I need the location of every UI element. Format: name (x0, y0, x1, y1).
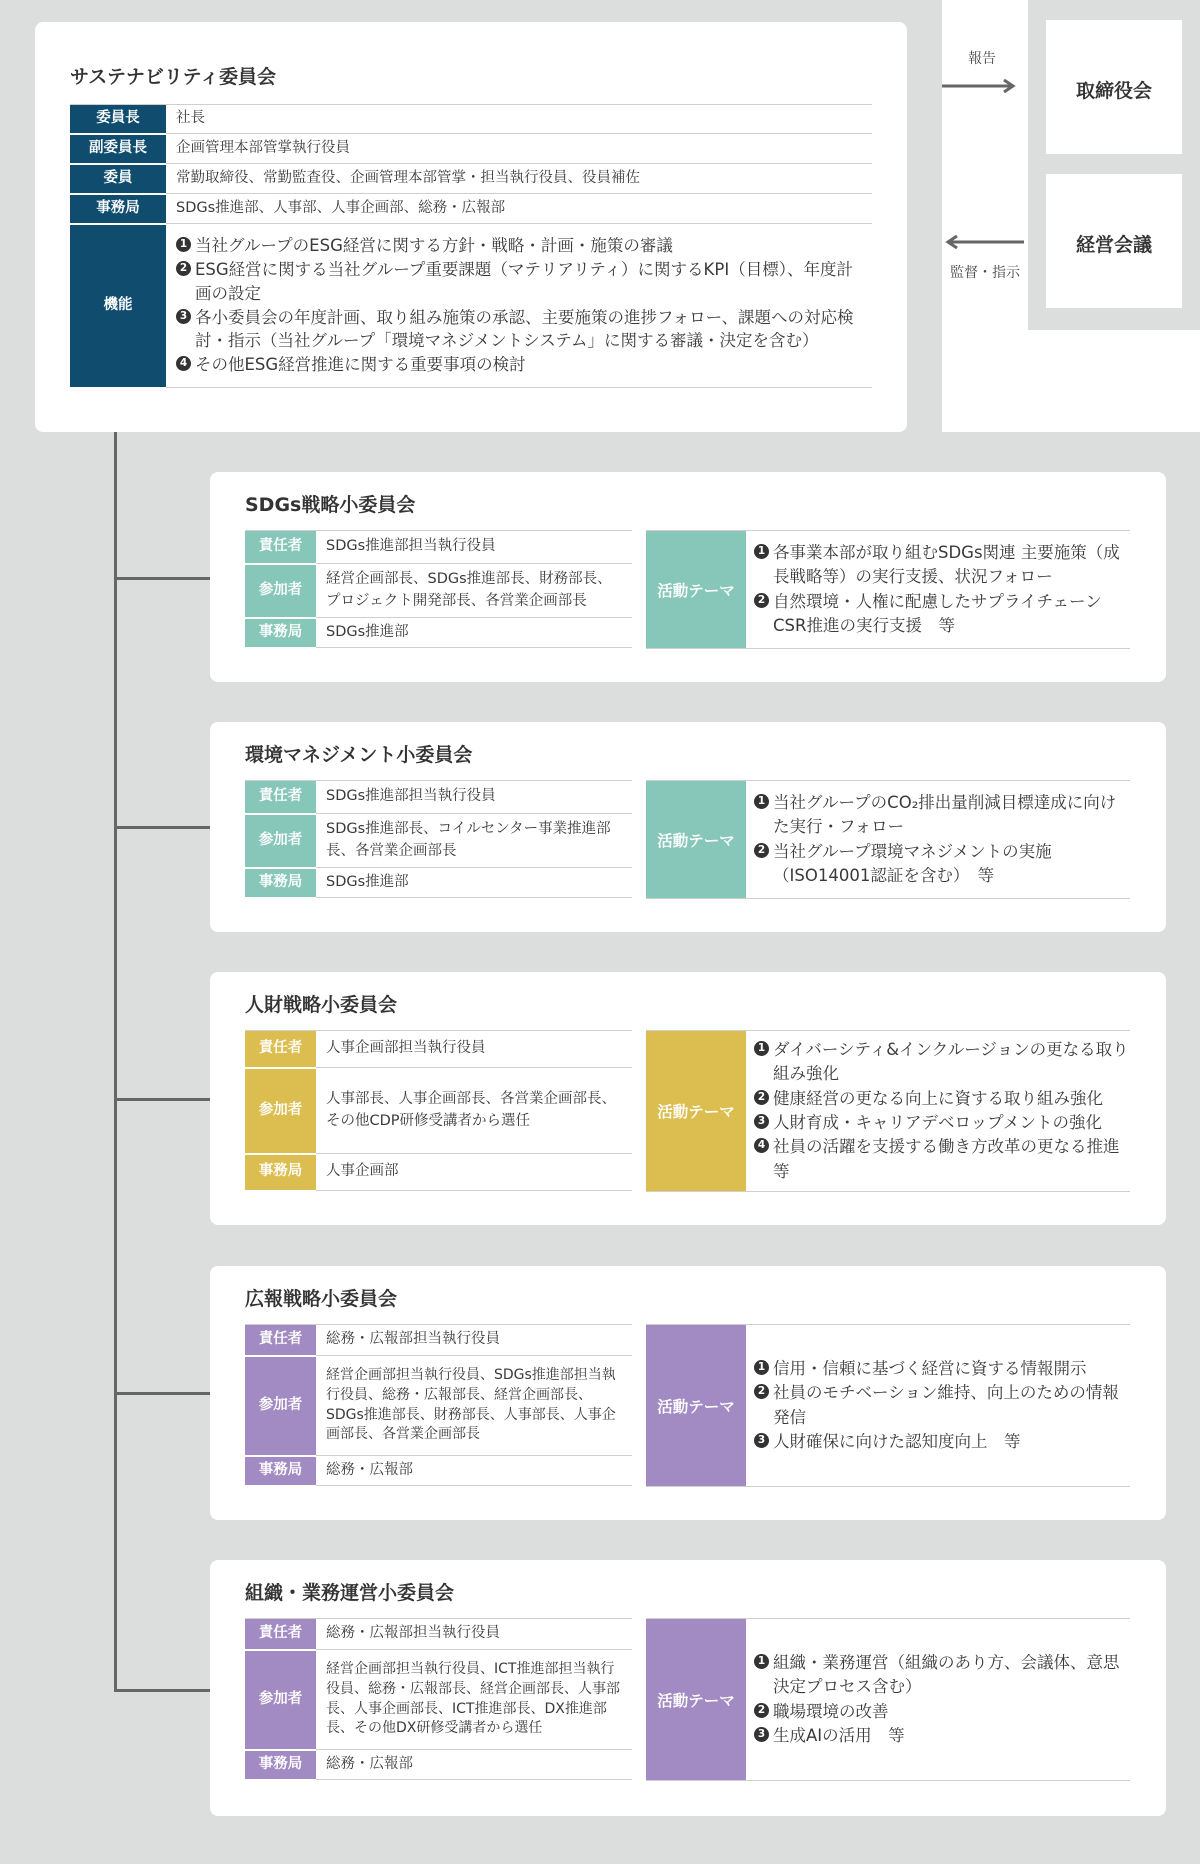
main-committee-title: サステナビリティ委員会 (70, 66, 276, 88)
connector-branch (114, 1689, 210, 1692)
row-label: 機能 (70, 224, 166, 388)
list-item: 1 当社グループのCO₂排出量削減目標達成に向けた実行・フォロー (754, 791, 1130, 840)
list-item: 3 各小委員会の年度計画、取り組み施策の承認、主要施策の進捗フォロー、課題への対応検討・指示（当社グループ「環境マネジメントシステム」に関する審議・決定を含む） (176, 306, 862, 354)
supervise-label: 監督・指示 (950, 265, 1020, 281)
row-label: 参加者 (245, 814, 316, 868)
connector-branch (114, 826, 210, 829)
number-badge-icon: 2 (754, 1090, 769, 1105)
number-badge-icon: 2 (754, 593, 769, 608)
committee-title: 人財戦略小委員会 (245, 994, 398, 1016)
row-label: 事務局 (245, 1154, 316, 1191)
row-value: 総務・広報部 (316, 1456, 632, 1486)
theme-list (754, 1357, 1130, 1455)
table-row (70, 194, 872, 224)
table-row (245, 1650, 632, 1750)
table-row (245, 1068, 632, 1154)
list-item: 2 社員のモチベーション維持、向上のための情報発信 (754, 1381, 1130, 1430)
row-value: SDGs推進部担当執行役員 (316, 531, 632, 564)
table-row (70, 105, 872, 134)
committee-table (245, 1618, 632, 1781)
theme-block (646, 1030, 1136, 1192)
connector-branch (114, 577, 210, 580)
row-value: 常勤取締役、常勤監査役、企画管理本部管掌・担当執行役員、役員補佐 (166, 164, 872, 194)
row-label: 責任者 (245, 1325, 316, 1356)
number-badge-icon: 3 (754, 1433, 769, 1448)
row-label: 責任者 (245, 531, 316, 564)
table-row (245, 781, 632, 814)
number-badge-icon: 3 (754, 1114, 769, 1129)
committee-table (245, 780, 632, 899)
number-badge-icon: 3 (176, 309, 191, 324)
list-item: 3 人財確保に向けた認知度向上 等 (754, 1430, 1130, 1454)
row-label: 副委員長 (70, 134, 166, 164)
theme-list (754, 1038, 1136, 1184)
number-badge-icon: 2 (754, 843, 769, 858)
number-badge-icon: 1 (754, 1654, 769, 1669)
committee-table (245, 1324, 632, 1487)
theme-label: 活動テーマ (646, 1619, 746, 1780)
mgmt-label: 経営会議 (1075, 234, 1152, 256)
list-item: 1 組織・業務運営（組織のあり方、会議体、意思決定プロセス含む） (754, 1651, 1130, 1700)
functions-cell (166, 224, 872, 388)
number-badge-icon: 2 (754, 1703, 769, 1718)
row-label: 参加者 (245, 1356, 316, 1456)
theme-block (646, 1324, 1130, 1487)
table-row (245, 1325, 632, 1356)
number-badge-icon: 3 (754, 1727, 769, 1742)
theme-label: 活動テーマ (646, 531, 746, 648)
committee-table (245, 530, 632, 649)
row-value: 経営企画部担当執行役員、SDGs推進部担当執行役員、総務・広報部長、経営企画部長、SDGs推進部長、財務部長、人事部長、人事企画部長、各営業企画部長 (316, 1356, 632, 1456)
row-value: SDGs推進部担当執行役員 (316, 781, 632, 814)
committee-table (245, 1030, 632, 1192)
row-label: 責任者 (245, 781, 316, 814)
list-item: 2 自然環境・人権に配慮したサプライチェーンCSR推進の実行支援 等 (754, 590, 1130, 639)
row-label: 事務局 (245, 1750, 316, 1780)
row-value: 総務・広報部担当執行役員 (316, 1325, 632, 1356)
table-row (70, 134, 872, 164)
table-row (245, 1619, 632, 1650)
row-value: SDGs推進部、人事部、人事企画部、総務・広報部 (166, 194, 872, 224)
row-label: 参加者 (245, 564, 316, 618)
row-value: 経営企画部担当執行役員、ICT推進部担当執行役員、総務・広報部長、経営企画部長、人事部長、人事企画部長、ICT推進部長、DX推進部長、その他DX研修受講者から選任 (316, 1650, 632, 1750)
row-value: SDGs推進部 (316, 618, 632, 648)
report-arrow-icon (940, 78, 1020, 94)
table-row (70, 164, 872, 194)
row-value: 人事企画部担当執行役員 (316, 1031, 632, 1068)
theme-label: 活動テーマ (646, 1031, 746, 1191)
list-item: 2 職場環境の改善 (754, 1700, 1130, 1724)
row-label: 参加者 (245, 1068, 316, 1154)
theme-list (754, 541, 1130, 639)
number-badge-icon: 1 (754, 544, 769, 559)
row-value: 人事部長、人事企画部長、各営業企画部長、その他CDP研修受講者から選任 (316, 1068, 632, 1154)
row-label: 責任者 (245, 1031, 316, 1068)
connector-trunk (114, 432, 117, 1692)
theme-list (754, 791, 1130, 889)
theme-label: 活動テーマ (646, 1325, 746, 1486)
list-item: 4 その他ESG経営推進に関する重要事項の検討 (176, 353, 862, 377)
number-badge-icon: 1 (176, 237, 191, 252)
row-value: SDGs推進部長、コイルセンター事業推進部長、各営業企画部長 (316, 814, 632, 868)
connector-branch (114, 1098, 210, 1101)
row-label: 委員長 (70, 105, 166, 134)
committee-title: 広報戦略小委員会 (245, 1288, 398, 1310)
theme-list (754, 1651, 1130, 1749)
list-item: 3 生成AIの活用 等 (754, 1724, 1130, 1748)
row-value: 総務・広報部 (316, 1750, 632, 1780)
number-badge-icon: 1 (754, 1041, 769, 1056)
number-badge-icon: 4 (754, 1138, 769, 1153)
row-label: 事務局 (70, 194, 166, 224)
row-label: 委員 (70, 164, 166, 194)
committee-title: SDGs戦略小委員会 (245, 494, 416, 516)
row-value: 総務・広報部担当執行役員 (316, 1619, 632, 1650)
row-value: SDGs推進部 (316, 868, 632, 898)
report-label: 報告 (968, 51, 996, 67)
row-value: 経営企画部長、SDGs推進部長、財務部長、プロジェクト開発部長、各営業企画部長 (316, 564, 632, 618)
board-label: 取締役会 (1075, 80, 1152, 102)
committee-title: 環境マネジメント小委員会 (245, 744, 473, 766)
table-row (245, 868, 632, 898)
main-committee-table (70, 104, 872, 389)
theme-block (646, 780, 1130, 899)
list-item: 3 人財育成・キャリアデベロップメントの強化 (754, 1111, 1130, 1135)
row-label: 参加者 (245, 1650, 316, 1750)
table-row (245, 814, 632, 868)
list-item: 4 社員の活躍を支援する働き方改革の更なる推進 等 (754, 1135, 1130, 1184)
list-item: 1 各事業本部が取り組むSDGs関連 主要施策（成長戦略等）の実行支援、状況フォロー (754, 541, 1130, 590)
row-label: 事務局 (245, 1456, 316, 1486)
list-item: 2 ESG経営に関する当社グループ重要課題（マテリアリティ）に関するKPI（目標）、年度計画の設定 (176, 258, 862, 306)
number-badge-icon: 4 (176, 356, 191, 371)
list-item: 1 当社グループのESG経営に関する方針・戦略・計画・施策の審議 (176, 234, 862, 258)
row-label: 責任者 (245, 1619, 316, 1650)
row-label: 事務局 (245, 868, 316, 898)
row-label: 事務局 (245, 618, 316, 648)
list-item: 2 当社グループ環境マネジメントの実施（ISO14001認証を含む） 等 (754, 840, 1130, 889)
number-badge-icon: 2 (754, 1384, 769, 1399)
list-item: 1 信用・信頼に基づく経営に資する情報開示 (754, 1357, 1130, 1381)
row-value: 社長 (166, 105, 872, 134)
row-value: 企画管理本部管掌執行役員 (166, 134, 872, 164)
table-row (245, 1456, 632, 1486)
theme-block (646, 530, 1130, 649)
theme-block (646, 1618, 1130, 1781)
table-row (245, 1356, 632, 1456)
table-row (70, 224, 872, 388)
table-row (245, 1031, 632, 1068)
table-row (245, 564, 632, 618)
number-badge-icon: 1 (754, 1360, 769, 1375)
table-row (245, 618, 632, 648)
table-row (245, 1750, 632, 1780)
table-row (245, 531, 632, 564)
table-row (245, 1154, 632, 1191)
supervise-arrow-icon (940, 234, 1026, 250)
number-badge-icon: 2 (176, 261, 191, 276)
list-item: 1 ダイバーシティ&インクルージョンの更なる取り組み強化 (754, 1038, 1130, 1087)
row-value: 人事企画部 (316, 1154, 632, 1191)
connector-branch (114, 1392, 210, 1395)
functions-list (176, 234, 862, 378)
committee-title: 組織・業務運営小委員会 (245, 1582, 455, 1604)
theme-label: 活動テーマ (646, 781, 746, 898)
list-item: 2 健康経営の更なる向上に資する取り組み強化 (754, 1087, 1130, 1111)
number-badge-icon: 1 (754, 794, 769, 809)
